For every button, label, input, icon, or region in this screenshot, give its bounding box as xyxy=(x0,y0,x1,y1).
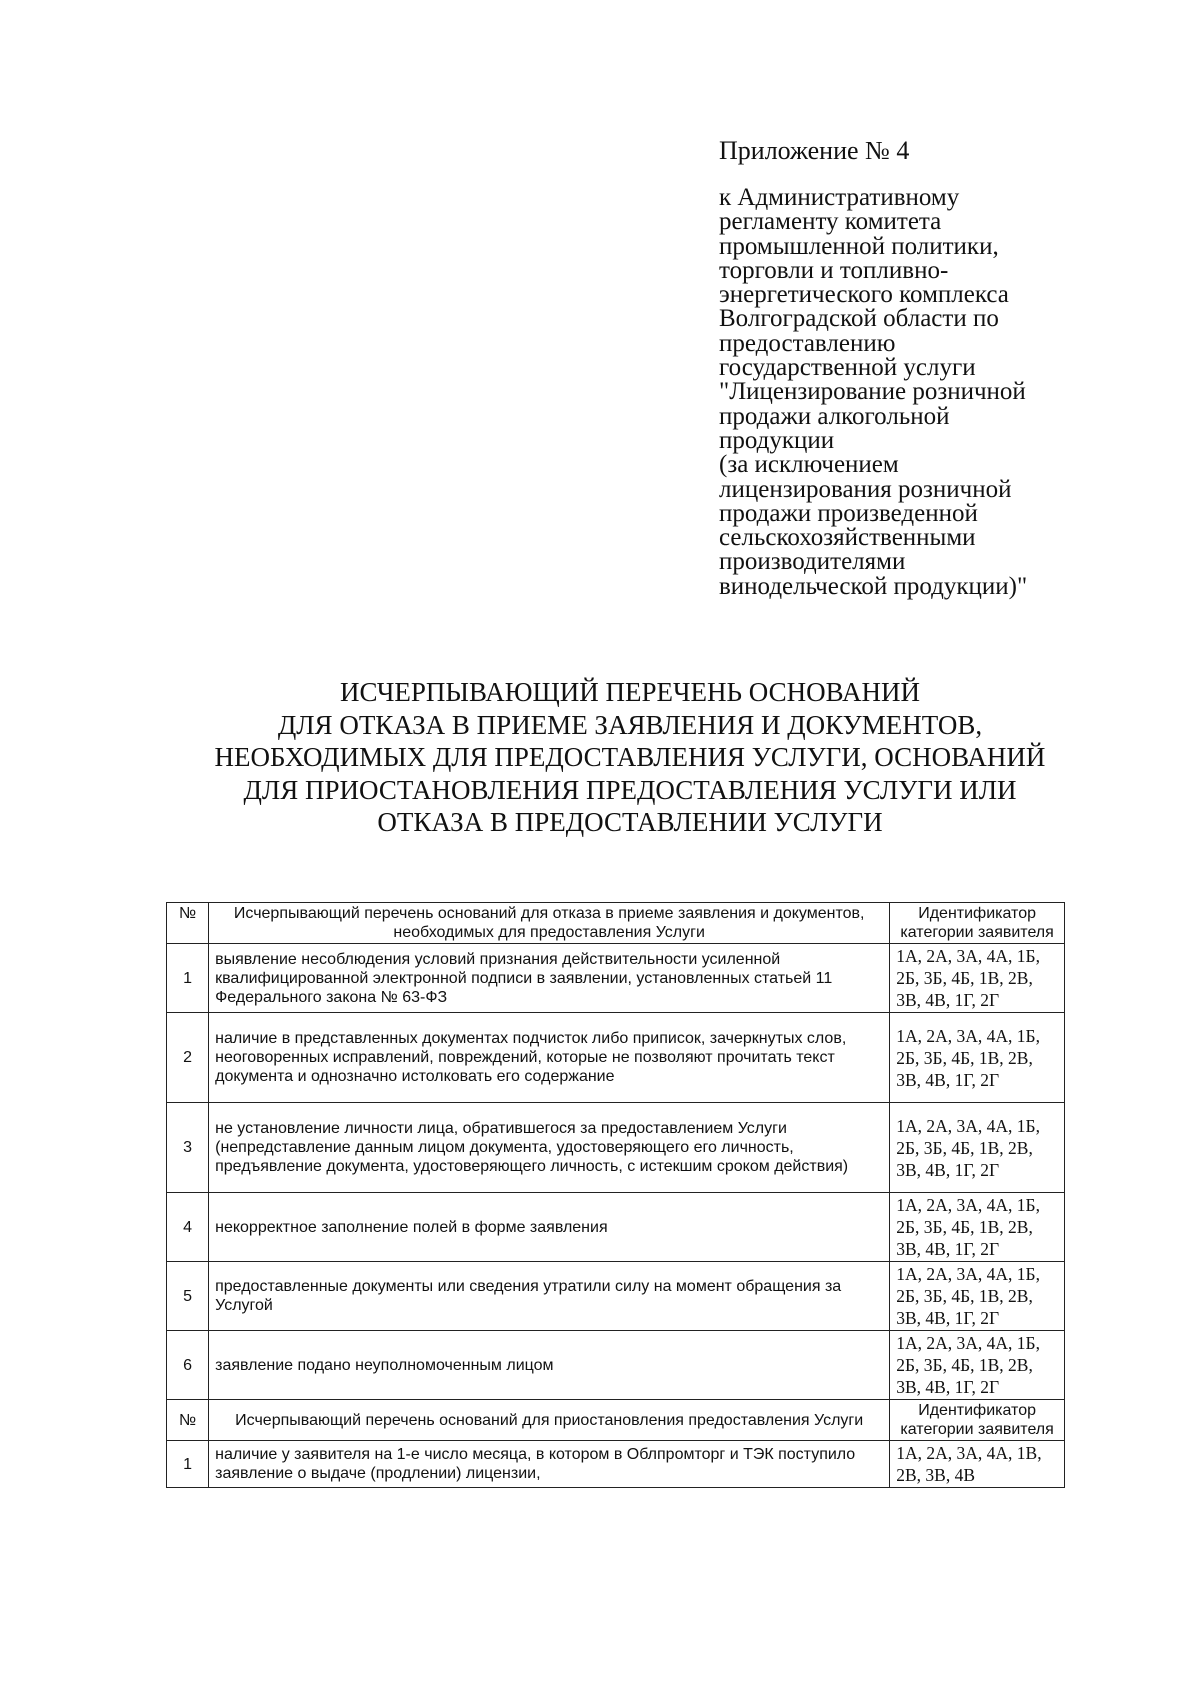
header-num: № xyxy=(167,903,209,944)
header-num: № xyxy=(167,1400,209,1441)
row-reason: наличие у заявителя на 1-е число месяца, в котором в Облпромторг и ТЭК поступило заявление о выдаче (продлении) лицензии, xyxy=(209,1441,890,1488)
table-row xyxy=(167,1331,1065,1400)
row-category: 1А, 2А, 3А, 4А, 1Б, 2Б, 3Б, 4Б, 1В, 2В, 3В, 4В, 1Г, 2Г xyxy=(890,1103,1065,1193)
appendix-text: к Административному регламенту комитета промышленной политики, торговли и топливно- энергетического комплекса Волгоградской области по предоставлению государственной услуги "Лицензирование розничной продажи алкогольной продукции (за исключением лицензирования розничной продажи произведенной сельскохозяйственными производителями винодельческой продукции)" xyxy=(719,184,1028,600)
row-category: 1А, 2А, 3А, 4А, 1В, 2В, 3В, 4В xyxy=(890,1441,1065,1488)
row-number: 3 xyxy=(167,1103,209,1193)
row-number: 6 xyxy=(167,1331,209,1400)
table-row xyxy=(167,944,1065,1013)
row-reason: наличие в представленных документах подчисток либо приписок, зачеркнутых слов, неоговоренных исправлений, повреждений, которые не позволяют прочитать текст документа и однозначно истолковать его содержание xyxy=(209,1013,890,1103)
row-category: 1А, 2А, 3А, 4А, 1Б, 2Б, 3Б, 4Б, 1В, 2В, 3В, 4В, 1Г, 2Г xyxy=(890,1331,1065,1400)
row-category: 1А, 2А, 3А, 4А, 1Б, 2Б, 3Б, 4Б, 1В, 2В, 3В, 4В, 1Г, 2Г xyxy=(890,1013,1065,1103)
header-applicant-category: Идентификатор категории заявителя xyxy=(890,1400,1065,1441)
row-reason: не установление личности лица, обратившегося за предоставлением Услуги (непредставление данным лицом документа, удостоверяющего его личность, предъявление документа, удостоверяющего личность, с истекшим сроком действия) xyxy=(209,1103,890,1193)
row-number: 5 xyxy=(167,1262,209,1331)
main-heading: ИСЧЕРПЫВАЮЩИЙ ПЕРЕЧЕНЬ ОСНОВАНИЙ ДЛЯ ОТКАЗА В ПРИЕМЕ ЗАЯВЛЕНИЯ И ДОКУМЕНТОВ, НЕОБХОДИМЫХ ДЛЯ ПРЕДОСТАВЛЕНИЯ УСЛУГИ, ОСНОВАНИЙ ДЛЯ ПРИОСТАНОВЛЕНИЯ ПРЕДОСТАВЛЕНИЯ УСЛУГИ ИЛИ ОТКАЗА В ПРЕДОСТАВЛЕНИИ УСЛУГИ xyxy=(214,677,1046,837)
row-number: 1 xyxy=(167,944,209,1013)
row-category: 1А, 2А, 3А, 4А, 1Б, 2Б, 3Б, 4Б, 1В, 2В, 3В, 4В, 1Г, 2Г xyxy=(890,1193,1065,1262)
grounds-table xyxy=(166,902,1065,1488)
appendix-title: Приложение № 4 xyxy=(719,136,910,165)
table-header-row xyxy=(167,1400,1065,1441)
table-row xyxy=(167,1441,1065,1488)
row-reason: заявление подано неуполномоченным лицом xyxy=(209,1331,890,1400)
row-number: 4 xyxy=(167,1193,209,1262)
table-header-row xyxy=(167,903,1065,944)
row-category: 1А, 2А, 3А, 4А, 1Б, 2Б, 3Б, 4Б, 1В, 2В, 3В, 4В, 1Г, 2Г xyxy=(890,1262,1065,1331)
table-row xyxy=(167,1193,1065,1262)
row-number: 2 xyxy=(167,1013,209,1103)
row-number: 1 xyxy=(167,1441,209,1488)
table-row xyxy=(167,1262,1065,1331)
table-row xyxy=(167,1103,1065,1193)
table-row xyxy=(167,1013,1065,1103)
row-category: 1А, 2А, 3А, 4А, 1Б, 2Б, 3Б, 4Б, 1В, 2В, 3В, 4В, 1Г, 2Г xyxy=(890,944,1065,1013)
header-applicant-category: Идентификатор категории заявителя xyxy=(890,903,1065,944)
row-reason: некорректное заполнение полей в форме заявления xyxy=(209,1193,890,1262)
row-reason: выявление несоблюдения условий признания действительности усиленной квалифицированной электронной подписи в заявлении, установленных статьей 11 Федерального закона № 63-ФЗ xyxy=(209,944,890,1013)
header-refusal-grounds: Исчерпывающий перечень оснований для отказа в приеме заявления и документов, необходимых для предоставления Услуги xyxy=(209,903,890,944)
header-suspension-grounds: Исчерпывающий перечень оснований для приостановления предоставления Услуги xyxy=(209,1400,890,1441)
row-reason: предоставленные документы или сведения утратили силу на момент обращения за Услугой xyxy=(209,1262,890,1331)
